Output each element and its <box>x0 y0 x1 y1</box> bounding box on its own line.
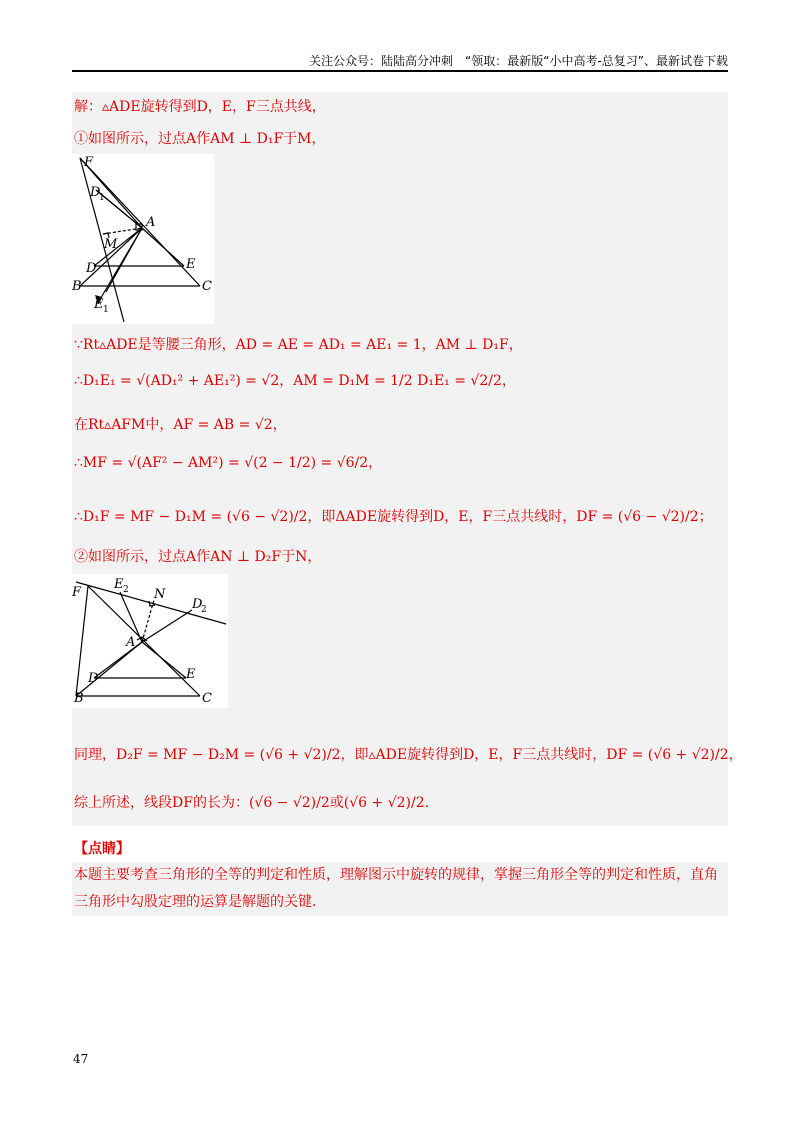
svg-text:C: C <box>202 691 212 706</box>
page-header: 关注公众号：陆陆高分冲刺 “领取：最新版“小中高考-总复习”、最新试卷下载 <box>309 54 728 68</box>
svg-text:1: 1 <box>99 193 105 203</box>
solution-line-4: ∴D₁E₁ = √(AD₁² + AE₁²) = √2，AM = D₁M = 1/2 D₁E₁ = √2/2， <box>74 373 516 389</box>
figure-2 <box>72 574 228 708</box>
svg-text:D: D <box>86 261 97 276</box>
svg-text:D: D <box>90 185 101 200</box>
svg-text:A: A <box>126 635 136 650</box>
svg-text:2: 2 <box>201 605 207 615</box>
svg-text:B: B <box>72 279 82 294</box>
svg-text:D: D <box>88 671 99 686</box>
solution-line-7: ∴D₁F = MF − D₁M = (√6 − √2)/2，即ΔADE旋转得到D，E，F三点共线时，DF = (√6 − √2)/2； <box>74 509 713 525</box>
svg-text:E: E <box>186 257 196 272</box>
figure-2-drawing <box>72 574 228 708</box>
svg-text:D: D <box>192 597 203 612</box>
solution-line-1: 解：▵ADE旋转得到D，E，F三点共线， <box>74 99 326 115</box>
dianjing-body: 本题主要考查三角形的全等的判定和性质，理解图示中旋转的规律，掌握三角形全等的判定和性质，直角三角形中勾股定理的运算是解题的关键. <box>74 867 718 910</box>
svg-text:1: 1 <box>103 305 109 315</box>
svg-text:E: E <box>114 577 124 592</box>
svg-text:F: F <box>72 585 82 600</box>
page-number: 47 <box>73 1052 89 1066</box>
solution-line-2: ①如图所示，过点A作AM ⊥ D₁F于M， <box>74 131 326 147</box>
solution-line-6: ∴MF = √(AF² − AM²) = √(2 − 1/2) = √6/2， <box>74 455 383 471</box>
dianjing-title: 【点睛】 <box>74 841 130 857</box>
solution-line-3: ∵Rt▵ADE是等腰三角形，AD = AE = AD₁ = AE₁ = 1，AM ⊥ D₁F， <box>74 337 523 353</box>
svg-text:C: C <box>202 279 212 294</box>
header-rule <box>72 70 728 72</box>
solution-line-5: 在Rt▵AFM中，AF = AB = √2， <box>74 417 287 433</box>
solution-line-10: 综上所述，线段DF的长为：(√6 − √2)/2或(√6 + √2)/2. <box>74 795 430 811</box>
svg-text:2: 2 <box>123 585 129 595</box>
solution-line-9: 同理，D₂F = MF − D₂M = (√6 + √2)/2，即▵ADE旋转得到D，E，F三点共线时，DF = (√6 + √2)/2， <box>74 747 743 763</box>
figure-1-drawing <box>72 154 214 324</box>
svg-text:F: F <box>84 155 94 170</box>
svg-text:E: E <box>94 297 104 312</box>
solution-line-8: ②如图所示，过点A作AN ⊥ D₂F于N， <box>74 549 322 565</box>
svg-text:A: A <box>146 215 156 230</box>
svg-text:E: E <box>186 667 196 682</box>
figure-1 <box>72 154 214 324</box>
svg-text:B: B <box>74 691 84 706</box>
svg-text:M: M <box>104 237 118 252</box>
svg-text:N: N <box>154 587 166 602</box>
